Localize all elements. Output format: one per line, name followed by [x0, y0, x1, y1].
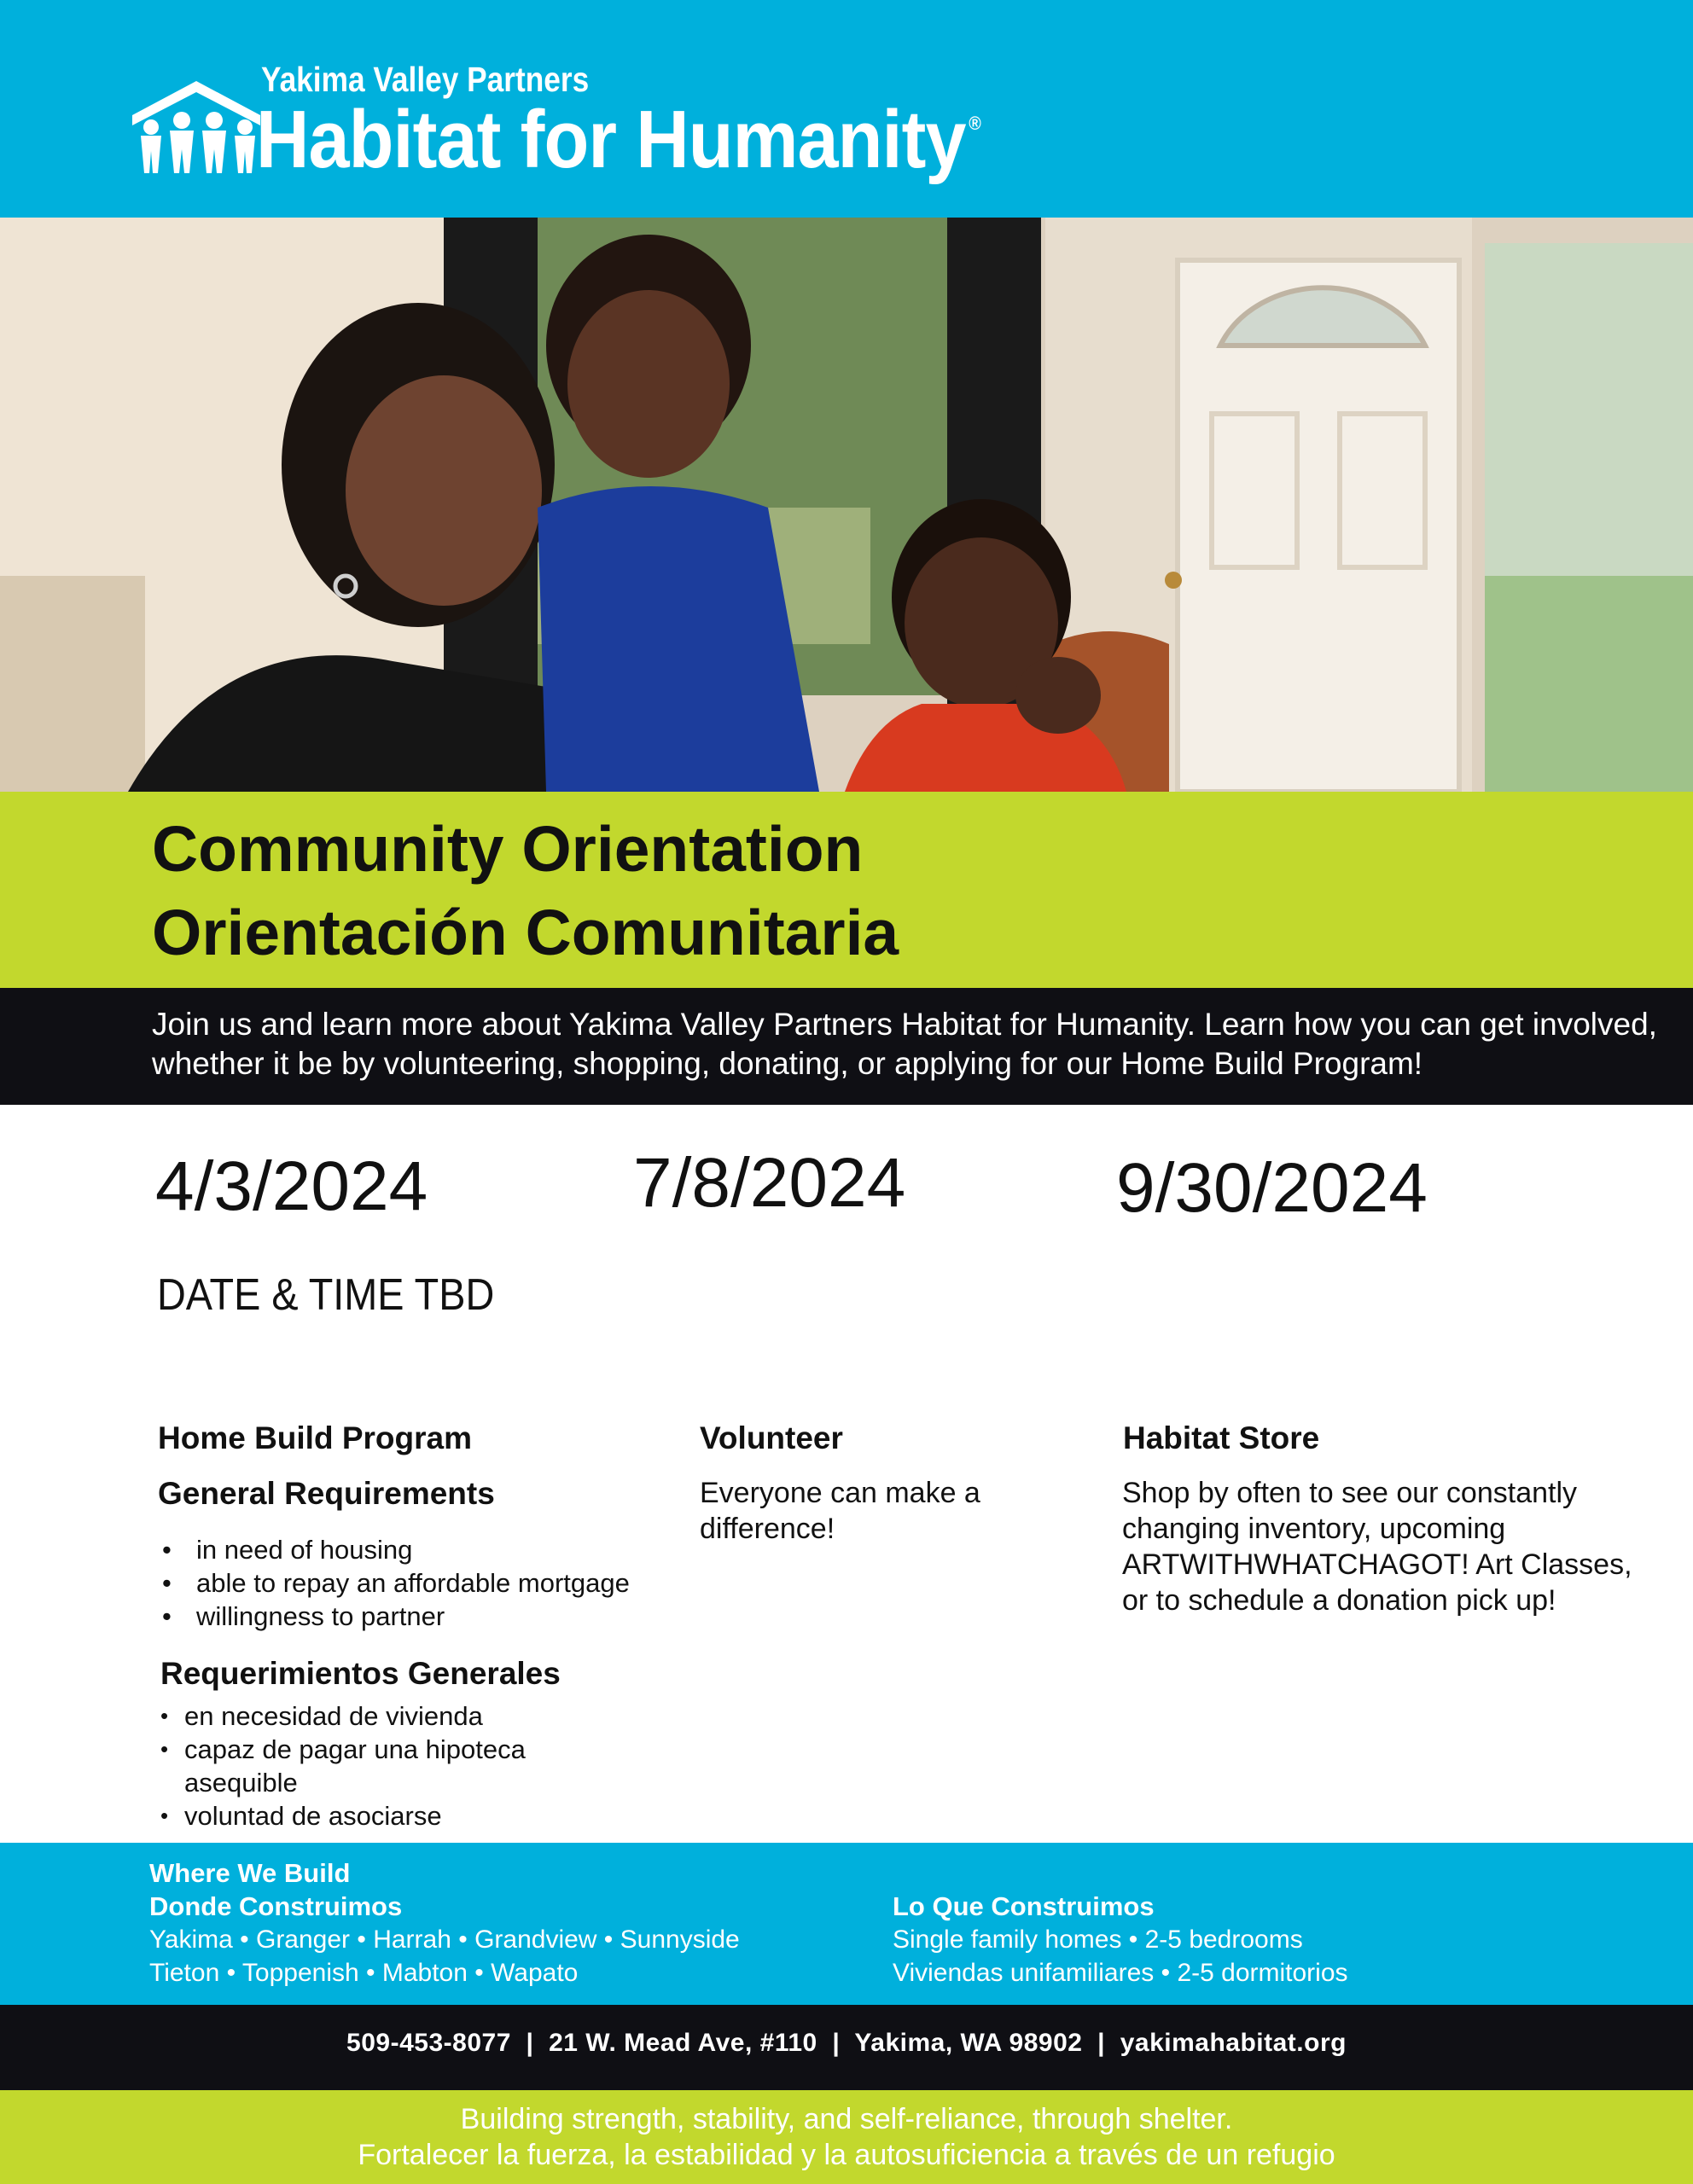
general-requirements-heading: General Requirements: [158, 1476, 495, 1511]
date-1: 4/3/2024: [155, 1147, 428, 1225]
family-photo-illustration: [0, 218, 1693, 792]
org-name-text: Habitat for Humanity: [256, 94, 966, 185]
contact-info: 509-453-8077 | 21 W. Mead Ave, #110 | Yakima, WA 98902 | yakimahabitat.org: [346, 2029, 1347, 2057]
tagline-english: Building strength, stability, and self-reliance, through shelter.: [460, 2103, 1233, 2135]
list-item: • willingness to partner: [157, 1600, 686, 1633]
towns-line-2: Tieton • Toppenish • Mabton • Wapato: [149, 1959, 579, 1987]
what-we-build-line-2: Viviendas unifamiliares • 2-5 dormitorios: [893, 1959, 1348, 1987]
list-item: • capaz de pagar una hipoteca asequible: [159, 1733, 560, 1799]
org-subtitle: Yakima Valley Partners: [261, 60, 590, 99]
lo-que-construimos-heading: Lo Que Construimos: [893, 1891, 1155, 1921]
donde-construimos-heading: Donde Construimos: [149, 1891, 403, 1921]
home-build-heading: Home Build Program: [158, 1420, 472, 1455]
requerimientos-heading: Requerimientos Generales: [160, 1656, 561, 1691]
list-item: • en necesidad de vivienda: [159, 1699, 560, 1733]
list-item: • in need of housing: [157, 1533, 686, 1566]
registered-mark: ®: [969, 113, 980, 134]
family-photo: [0, 218, 1693, 792]
habitat-logo-icon: [132, 81, 260, 173]
tagline-spanish: Fortalecer la fuerza, la estabilidad y la autosuficiencia a través de un refugio: [358, 2139, 1335, 2171]
page-title-spanish: Orientación Comunitaria: [152, 897, 899, 968]
intro-text: Join us and learn more about Yakima Valley Partners Habitat for Humanity. Learn how you can get involved, whether it be by volunteering, shopping, donating, or applying for our Home Build Program!: [152, 1007, 1657, 1081]
list-item: • voluntad de asociarse: [159, 1799, 560, 1833]
page-title-english: Community Orientation: [152, 813, 864, 885]
list-item: • able to repay an affordable mortgage: [157, 1566, 686, 1600]
volunteer-text: Everyone can make a difference!: [700, 1477, 980, 1545]
towns-line-1: Yakima • Granger • Harrah • Grandview • Sunnyside: [149, 1926, 740, 1954]
habitat-store-heading: Habitat Store: [1123, 1420, 1320, 1455]
habitat-store-text: Shop by often to see our constantly changing inventory, upcoming ARTWITHWHATCHAGOT! Art Classes, or to schedule a donation pick up!: [1122, 1477, 1632, 1617]
date-3: 9/30/2024: [1116, 1149, 1428, 1227]
date-2: 7/8/2024: [633, 1144, 906, 1222]
requirements-list-spanish: [159, 1699, 560, 1833]
what-we-build-line-1: Single family homes • 2-5 bedrooms: [893, 1926, 1303, 1954]
requirements-list-english: [157, 1533, 686, 1633]
date-time-tbd: DATE & TIME TBD: [157, 1270, 495, 1320]
where-we-build-heading: Where We Build: [149, 1858, 351, 1888]
volunteer-heading: Volunteer: [700, 1420, 843, 1455]
org-name: [256, 94, 980, 185]
